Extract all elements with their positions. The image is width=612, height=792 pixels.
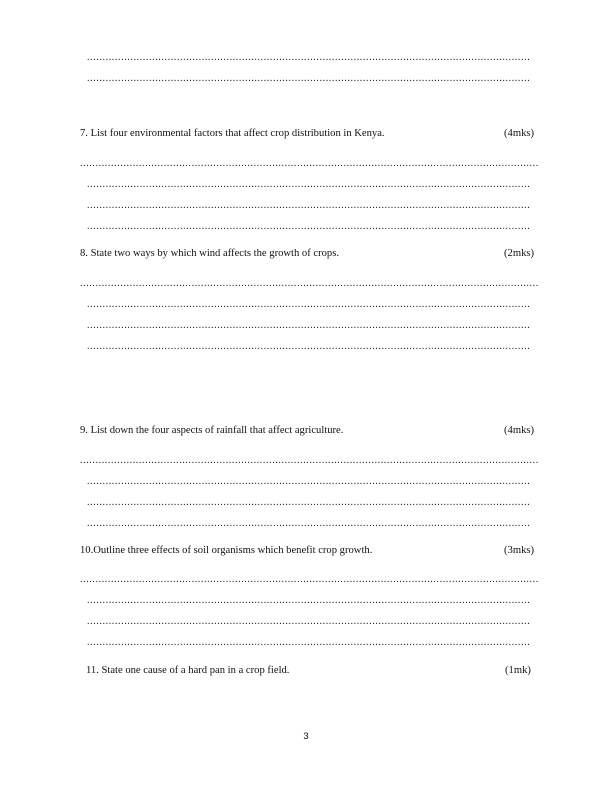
answer-line[interactable]	[80, 279, 538, 289]
answer-line[interactable]	[80, 159, 538, 169]
question-9-marks: (4mks)	[504, 425, 535, 436]
answer-line[interactable]	[87, 201, 530, 211]
question-7-marks: (4mks)	[504, 128, 535, 139]
answer-line[interactable]	[87, 342, 530, 352]
answer-line[interactable]	[87, 300, 530, 310]
answer-line[interactable]	[87, 477, 530, 487]
question-7-text: 7. List four environmental factors that affect crop distribution in Kenya.	[80, 128, 385, 139]
answer-line[interactable]	[87, 519, 530, 529]
question-9-text: 9. List down the four aspects of rainfall that affect agriculture.	[80, 425, 344, 436]
question-11-marks: (1mk)	[505, 665, 531, 676]
question-8-text: 8. State two ways by which wind affects the growth of crops.	[80, 248, 340, 259]
answer-line[interactable]	[87, 222, 530, 232]
answer-line[interactable]	[80, 575, 538, 585]
question-10-text: 10.Outline three effects of soil organisms which benefit crop growth.	[80, 545, 373, 556]
answer-line[interactable]	[87, 53, 530, 63]
answer-line[interactable]	[87, 638, 530, 648]
question-11-text: 11. State one cause of a hard pan in a crop field.	[86, 665, 290, 676]
answer-line[interactable]	[87, 617, 530, 627]
answer-line[interactable]	[87, 180, 530, 190]
answer-line[interactable]	[87, 596, 530, 606]
answer-line[interactable]	[87, 321, 530, 331]
answer-line[interactable]	[87, 498, 530, 508]
question-10-marks: (3mks)	[504, 545, 535, 556]
question-8-marks: (2mks)	[504, 248, 535, 259]
answer-line[interactable]	[80, 456, 538, 466]
answer-line[interactable]	[87, 74, 530, 84]
page-number: 3	[303, 731, 309, 742]
